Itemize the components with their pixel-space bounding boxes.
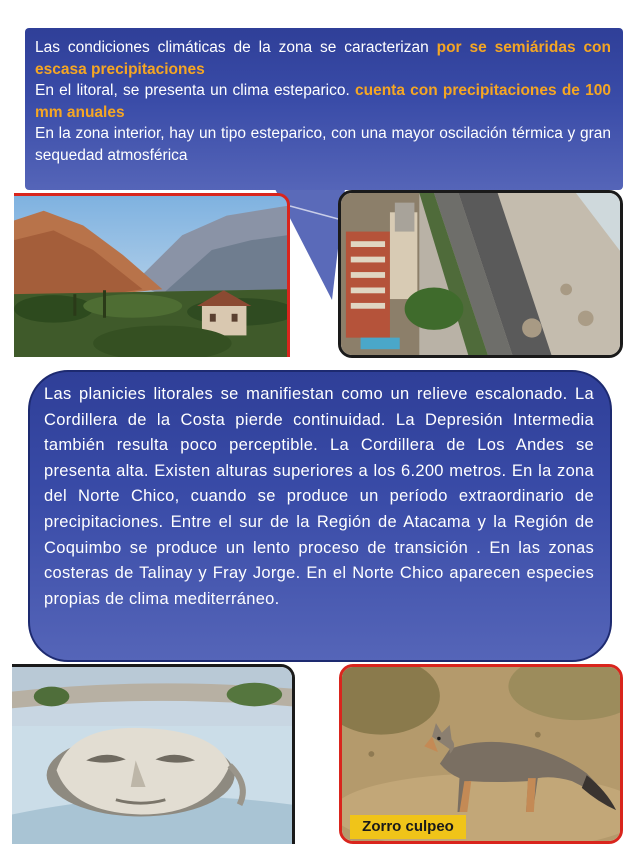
- relief-text: Las planicies litorales se manifiestan como un relieve escalonado. La Cordillera de la Costa pierde continuidad. La Depresión Intermedia también resulta poco perceptible. La Cordillera de Los Andes se presenta alta. Existen alturas superiores a los 6.200 metros. En la zona del Norte Chico, cuando se produce un período extraordinario de precipitaciones. Entre el sur de la Región de Atacama y la Región de Coquimbo se produce un lento proceso de transición . En las zonas costeras de Talinay y Fray Jorge. En el Norte Chico aparecen especies propias de clima mediterráneo.: [44, 385, 594, 608]
- fox-photo: [339, 664, 623, 844]
- climate-paragraph-3: [35, 123, 611, 166]
- climate-paragraph-1: [35, 37, 611, 80]
- climate-text-box: [25, 28, 623, 190]
- climate-text-2: En el litoral, se presenta un clima esteparico.: [35, 82, 355, 100]
- valley-photo: [14, 193, 290, 357]
- climate-highlight-1: por se semiáridas con escasa precipitaciones: [35, 39, 611, 78]
- coastal-city-photo: [338, 190, 623, 358]
- climate-highlight-2: cuenta con precipitaciones de 100 mm anuales: [35, 82, 611, 121]
- fox-caption: Zorro culpeo: [350, 815, 466, 839]
- relief-text-box: [28, 370, 612, 662]
- climate-text-3: En la zona interior, hay un tipo esteparico, con una mayor oscilación térmica y gran sequedad atmosférica: [35, 125, 611, 164]
- climate-paragraph-2: [35, 80, 611, 123]
- stone-face-sculpture-photo: [12, 664, 295, 844]
- climate-text-1: Las condiciones climáticas de la zona se caracterizan: [35, 39, 437, 56]
